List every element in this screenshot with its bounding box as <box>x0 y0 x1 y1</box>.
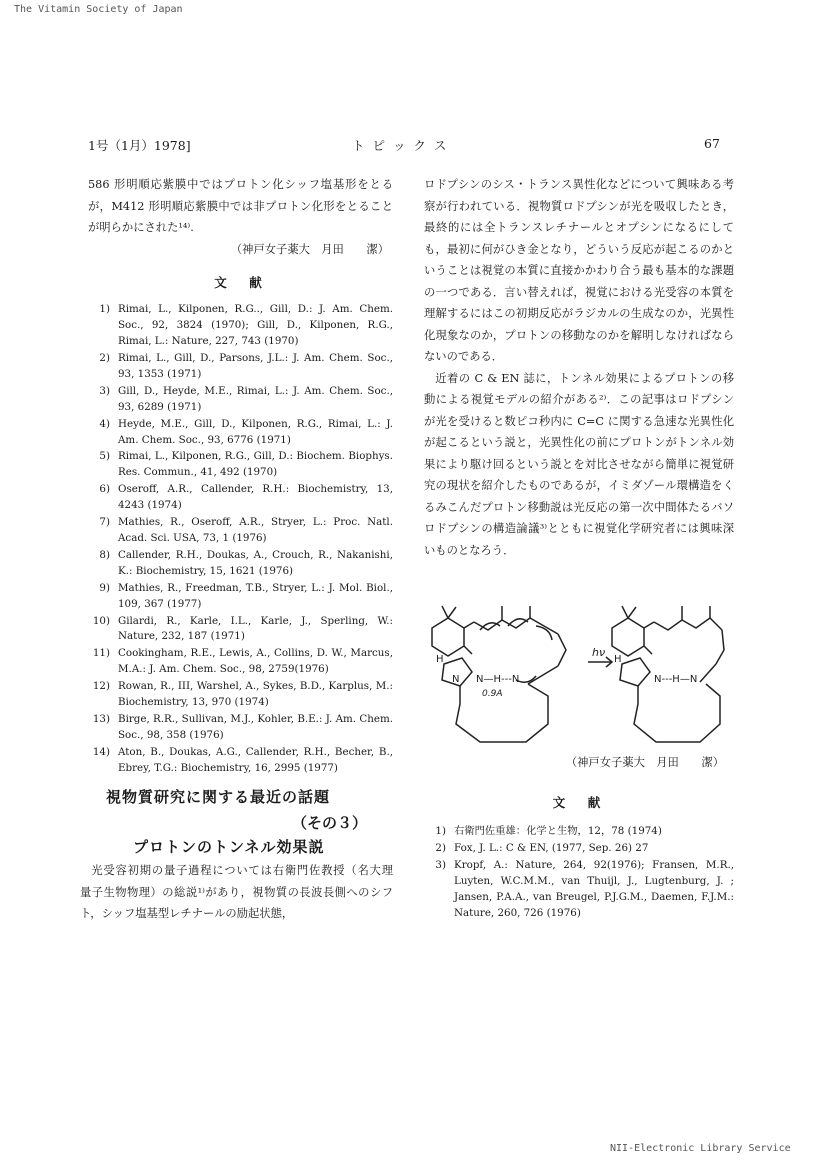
references-list <box>88 302 393 776</box>
reference-item <box>88 548 393 580</box>
reference-item <box>88 712 393 744</box>
reference-number: 1) <box>435 825 446 837</box>
reference-item <box>88 417 393 449</box>
header-section: ト ピ ッ ク ス <box>352 138 449 153</box>
figure-arrow-label: hν <box>592 646 606 659</box>
right-references-title: 文 献 <box>552 795 606 810</box>
right-references-list <box>424 824 734 921</box>
reference-number: 3) <box>99 384 110 397</box>
reference-number: 5) <box>99 450 110 463</box>
right-paragraph-2: 近着の C & EN 誌に，トンネル効果によるプロトンの移動による視覚モデルの紹介がある²⁾．この記事はロドプシンが光を受けると数ピコ秒内に C=C に関する急速な光異性化が起こるという説と，光異性化の前にプロトンがトンネル効果により駆け回るという説とを対比させながら簡単に視覚研究の現状を紹介したものであるが，イミダゾール環構造をくるみこんだプロトン移動説は光反応の第一次中間体たるバソロドプシンの構造論議³⁾とともに視覚化学研究者には興味深いものとなろう． <box>424 371 734 557</box>
reference-number: 1) <box>99 303 110 316</box>
reference-number: 3) <box>435 858 446 871</box>
reference-number: 2) <box>435 841 446 854</box>
reference-text: Rimai, L., Kilponen, R.G.., Gill, D.: J. Am. Chem. Soc., 92, 3824 (1970); Gill, D., Kilponen, R.G., Rimai, L.: Nature, 227, 743 (1970) <box>118 303 393 348</box>
reference-number: 4) <box>99 417 110 430</box>
reference-text: Mathies, R., Oseroff, A.R., Stryer, L.: Proc. Natl. Acad. Sci. USA, 73, 1 (1976) <box>118 516 393 544</box>
reference-item <box>88 384 393 416</box>
reference-text: 右衛門佐重雄：化学と生物，12，78 (1974) <box>454 825 662 837</box>
reference-item <box>88 679 393 711</box>
reference-text: Callender, R.H., Doukas, A., Crouch, R., Nakanishi, K.: Biochemistry, 15, 1621 (1976) <box>118 548 393 577</box>
header-issue: 1号（1月）1978] <box>88 138 191 153</box>
figure-distance-label: 0.9A <box>482 689 503 699</box>
reference-number: 11) <box>92 647 110 660</box>
left-column <box>88 174 393 778</box>
reference-number: 6) <box>99 483 110 496</box>
reference-number: 14) <box>92 745 110 758</box>
reference-item <box>88 351 393 383</box>
watermark-bottom: NII-Electronic Library Service <box>610 1143 791 1154</box>
reference-text: Gilardi, R., Karle, I.L., Karle, J., Sperling, W.: Nature, 232, 187 (1971) <box>118 614 393 643</box>
intro-paragraph: 586 形明順応紫膜中ではプロトン化シッフ塩基形をとるが，M412 形明順応紫膜中では非プロトン化形をとることが明らかにされた¹⁴⁾. <box>88 178 393 234</box>
reference-item <box>88 482 393 514</box>
reference-item <box>424 841 734 857</box>
right-references <box>424 824 734 922</box>
reference-text: Aton, B., Doukas, A.G., Callender, R.H., Becher, B., Ebrey, T.G.: Biochemistry, 16, 2995 (1977) <box>118 745 393 774</box>
article-title: 視物質研究に関する最近の話題 <box>106 788 331 806</box>
article-subtitle: プロトンのトンネル効果説 <box>133 838 325 856</box>
reference-item <box>424 824 734 840</box>
retinal-imidazole-figure <box>416 600 736 750</box>
watermark-top: The Vitamin Society of Japan <box>14 4 183 15</box>
reference-text: Cookingham, R.E., Lewis, A., Collins, D. W., Marcus, M.A.: J. Am. Chem. Soc., 98, 2759(1976) <box>118 647 393 676</box>
author-line: （神戸女子薬大 月田 潔） <box>230 242 389 256</box>
right-paragraph-1: ロドプシンのシス・トランス異性化などについて興味ある考察が行われている．視物質ロドプシンが光を吸収したとき，最終的には全トランスレチナールとオプシンになるにしても，最初に何がひき金となり，どういう反応が起こるのかということは視覚の本質に直接かかわり合う最も基本的な課題の一つである．言い替えれば，視覚における光受容の本質を理解するにはこの初期反応がラジカルの生成なのか，光異性化現象なのか，プロトンの移動なのかを解明しなければならないのである． <box>424 178 734 363</box>
reference-number: 9) <box>99 581 110 594</box>
page-number: 67 <box>704 136 720 151</box>
reference-text: Birge, R.R., Sullivan, M.J., Kohler, B.E.: J. Am. Chem. Soc., 98, 358 (1976) <box>118 712 393 741</box>
figure-label-nhn-left: N—H---N <box>476 674 520 685</box>
reference-item <box>88 745 393 777</box>
reference-item <box>88 302 393 350</box>
reference-text: Rimai, L., Gill, D., Parsons, J.L.: J. Am. Chem. Soc., 93, 1353 (1971) <box>118 352 393 380</box>
reference-text: Gill, D., Heyde, M.E., Rimai, L.: J. Am. Chem. Soc., 93, 6289 (1971) <box>118 384 393 413</box>
article-part: （その３） <box>292 814 368 832</box>
reference-text: Kropf, A.: Nature, 264, 92(1976); Fransen, M.R., Luyten, W.C.M.M., van Thuijl, J., Lugtenburg, J. ; Jansen, P.A.A., van Breugel, P.J.G.M., Daemen, F.J.M.: Nature, 260, 726 (1976) <box>454 858 734 919</box>
right-author-line: （神戸女子薬大 月田 潔） <box>565 756 724 769</box>
figure-label-h: H <box>436 654 444 665</box>
reference-text: Rimai, L., Kilponen, R.G., Gill, D.: Biochem. Biophys. Res. Commun., 41, 492 (1970) <box>118 450 393 479</box>
reference-text: Mathies, R., Freedman, T.B., Stryer, L.: J. Mol. Biol., 109, 367 (1977) <box>118 581 393 610</box>
reference-text: Fox, J. L.: C & EN, (1977, Sep. 26) 27 <box>454 841 649 854</box>
reference-item <box>88 646 393 678</box>
reference-item <box>88 581 393 613</box>
reference-number: 2) <box>99 352 110 365</box>
reference-number: 12) <box>92 680 110 693</box>
reference-text: Oseroff, A.R., Callender, R.H.: Biochemistry, 13, 4243 (1974) <box>118 483 393 512</box>
reference-item <box>88 515 393 547</box>
right-column <box>424 174 734 561</box>
reference-item <box>88 449 393 481</box>
figure-label-nhn-right: N---H—N <box>654 674 698 685</box>
reference-text: Heyde, M.E., Gill, D., Kilponen, R.G., Rimai, L.: J. Am. Chem. Soc., 93, 6776 (1971) <box>118 417 393 446</box>
reference-number: 7) <box>99 516 110 529</box>
figure-label-h-right: H <box>614 654 622 665</box>
reference-item <box>424 858 734 922</box>
reference-number: 13) <box>92 712 110 725</box>
reference-number: 8) <box>99 548 110 561</box>
references-title: 文 献 <box>214 275 267 290</box>
figure-label-n: N <box>452 674 460 685</box>
reference-number: 10) <box>92 614 110 627</box>
reference-item <box>88 614 393 646</box>
left-body-paragraph: 光受容初期の量子過程については右衛門佐教授（名大理 量子生物物理）の総説¹⁾があり，視物質の長波長側へのシフト，シッフ塩基型レチナールの励起状態， <box>80 864 405 920</box>
reference-text: Rowan, R., III, Warshel, A., Sykes, B.D., Karplus, M.: Biochemistry, 13, 970 (1974) <box>118 680 393 709</box>
